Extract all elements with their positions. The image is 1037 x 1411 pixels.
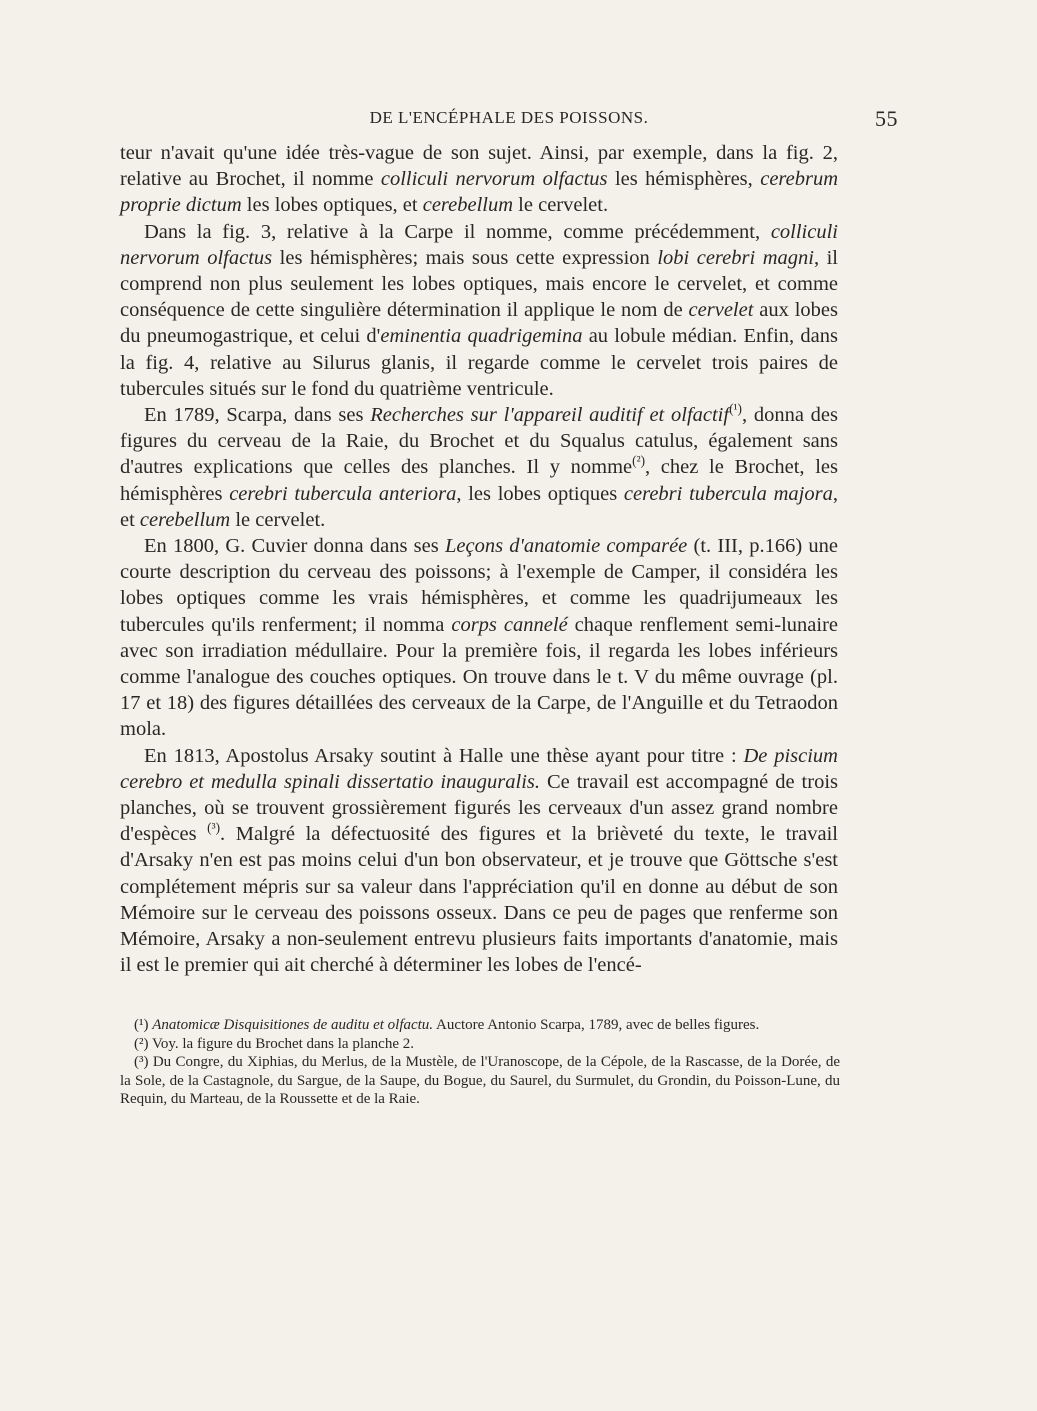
text-run: En 1800, G. Cuvier donna dans ses (144, 535, 445, 558)
text-run: . Malgré la défectuosité des figures et la brièveté du texte, le travail d'Arsaky n'en est pas moins celui d'un bon observateur, et je trouve que Göttsche s'est complétement mépris sur sa valeur dans l'appréciation qu'il en donne au début de son Mémoire sur le cerveau des poissons osseux. Dans ce peu de pages que renferme son Mémoire, Arsaky a non-seulement entrevu plusieurs faits importants d'anatomie, mais il est le premier qui ait cherché à déterminer les lobes de l'encé- (120, 823, 839, 977)
text-run: , il comprend non plus seulement les lobes optiques, mais encore le cervelet, et comme conséquence de cette singulière détermination il applique le nom de (120, 246, 838, 322)
italic-text: De piscium cerebro et medulla spinali dissertatio inauguralis. (120, 744, 838, 793)
text-run: Auctore Antonio Scarpa, 1789, avec de belles figures. (433, 1017, 760, 1033)
paragraph (120, 140, 838, 219)
italic-text: cerebrum proprie dictum (120, 168, 839, 217)
text-run: En 1813, Apostolus Arsaky soutint à Halle une thèse ayant pour titre : (144, 744, 744, 767)
text-run: , donna des figures du cerveau de la Raie, du Brochet et du Squalus catulus, également sans d'autres explications que celles des planches. Il y nomme (120, 404, 838, 479)
text-run: au lobule médian. Enfin, dans la fig. 4, relative au Silurus glanis, il regarde comme le cervelet trois paires de tubercules situés sur le fond du quatrième ventricule. (120, 325, 838, 400)
footnote-ref: (³) (207, 820, 221, 836)
footnote-ref: (¹) (729, 401, 742, 417)
text-run: En 1789, Scarpa, dans ses (144, 404, 371, 427)
italic-text: colliculi nervorum olfactus (120, 220, 838, 269)
paragraph (120, 743, 838, 979)
footnote-ref: (²) (632, 453, 645, 469)
paragraph (120, 402, 838, 533)
footnote (120, 1016, 840, 1035)
text-run: les lobes optiques, et (241, 194, 423, 217)
italic-text: cerebellum (422, 194, 514, 217)
page-number: 55 (875, 106, 898, 131)
text-run: les hémisphères; mais sous cette expression (272, 246, 658, 269)
italic-text: Recherches sur l'appareil auditif et olfactif (370, 404, 730, 427)
italic-text: Anatomicæ Disquisitiones de auditu et olfactu. (152, 1017, 434, 1033)
text-run: (t. III, p.166) une courte description du cerveau des poissons; à l'exemple de Camper, il considéra les lobes optiques comme les vrais hémisphères, et comme les quadrijumeaux les tubercules qu'ils renferment; il nomma (120, 535, 838, 636)
text-run: , chez le Brochet, les hémisphères (120, 456, 838, 505)
italic-text: cerebri tubercula anteriora (229, 482, 457, 505)
italic-text: cervelet (688, 299, 754, 322)
text-run: (³) Du Congre, du Xiphias, du Merlus, de la Mustèle, de l'Uranoscope, de la Cépole, de la Rascasse, de la Dorée, de la Sole, de la Castagnole, du Sargue, de la Saupe, du Bogue, du Saurel, du Surmulet, du Grondin, du Poisson-Lune, du Requin, du Marteau, de la Roussette et de la Raie. (120, 1054, 840, 1107)
body-text (120, 140, 838, 979)
footnote (120, 1035, 840, 1054)
text-run: Dans la fig. 3, relative à la Carpe il nomme, comme précédemment, (144, 220, 771, 243)
italic-text: colliculi nervorum olfactus (380, 168, 608, 191)
text-run: , et (120, 482, 838, 531)
text-run: , les lobes optiques (456, 482, 624, 505)
text-run: chaque renflement semi-lunaire avec son irradiation médullaire. Pour la première fois, il regarda les lobes inférieurs comme l'analogue des couches optiques. On trouve dans le t. V du même ouvrage (pl. 17 et 18) des figures détaillées des cerveaux de la Carpe, de l'Anguille et du Tetraodon mola. (120, 613, 838, 741)
text-run: (²) Voy. la figure du Brochet dans la planche 2. (134, 1035, 414, 1052)
footnotes (120, 1016, 840, 1109)
text-run: le cervelet. (230, 508, 326, 531)
text-run: Ce travail est accompagné de trois planches, où se trouvent grossièrement figurés les cerveaux d'un assez grand nombre d'espèces (120, 770, 838, 846)
italic-text: cerebri tubercula majora (623, 482, 833, 505)
italic-text: corps cannelé (451, 613, 568, 636)
text-run: teur n'avait qu'une idée très-vague de son sujet. Ainsi, par exemple, dans la fig. 2, relative au Brochet, il nomme (120, 142, 838, 191)
footnote (120, 1053, 840, 1109)
paragraph (120, 533, 838, 743)
running-header (120, 108, 898, 134)
italic-text: cerebellum (139, 508, 231, 531)
italic-text: Leçons d'anatomie comparée (444, 535, 688, 558)
text-run: aux lobes du pneumogastrique, et celui d' (120, 299, 838, 348)
italic-text: eminentia quadrigemina (380, 325, 583, 348)
text-run: (¹) (134, 1017, 153, 1033)
paragraph (120, 219, 838, 402)
text-run: le cervelet. (513, 194, 609, 217)
text-run: les hémisphères, (607, 168, 761, 191)
italic-text: lobi cerebri magni (657, 246, 814, 269)
running-title: DE L'ENCÉPHALE DES POISSONS. (369, 108, 649, 127)
